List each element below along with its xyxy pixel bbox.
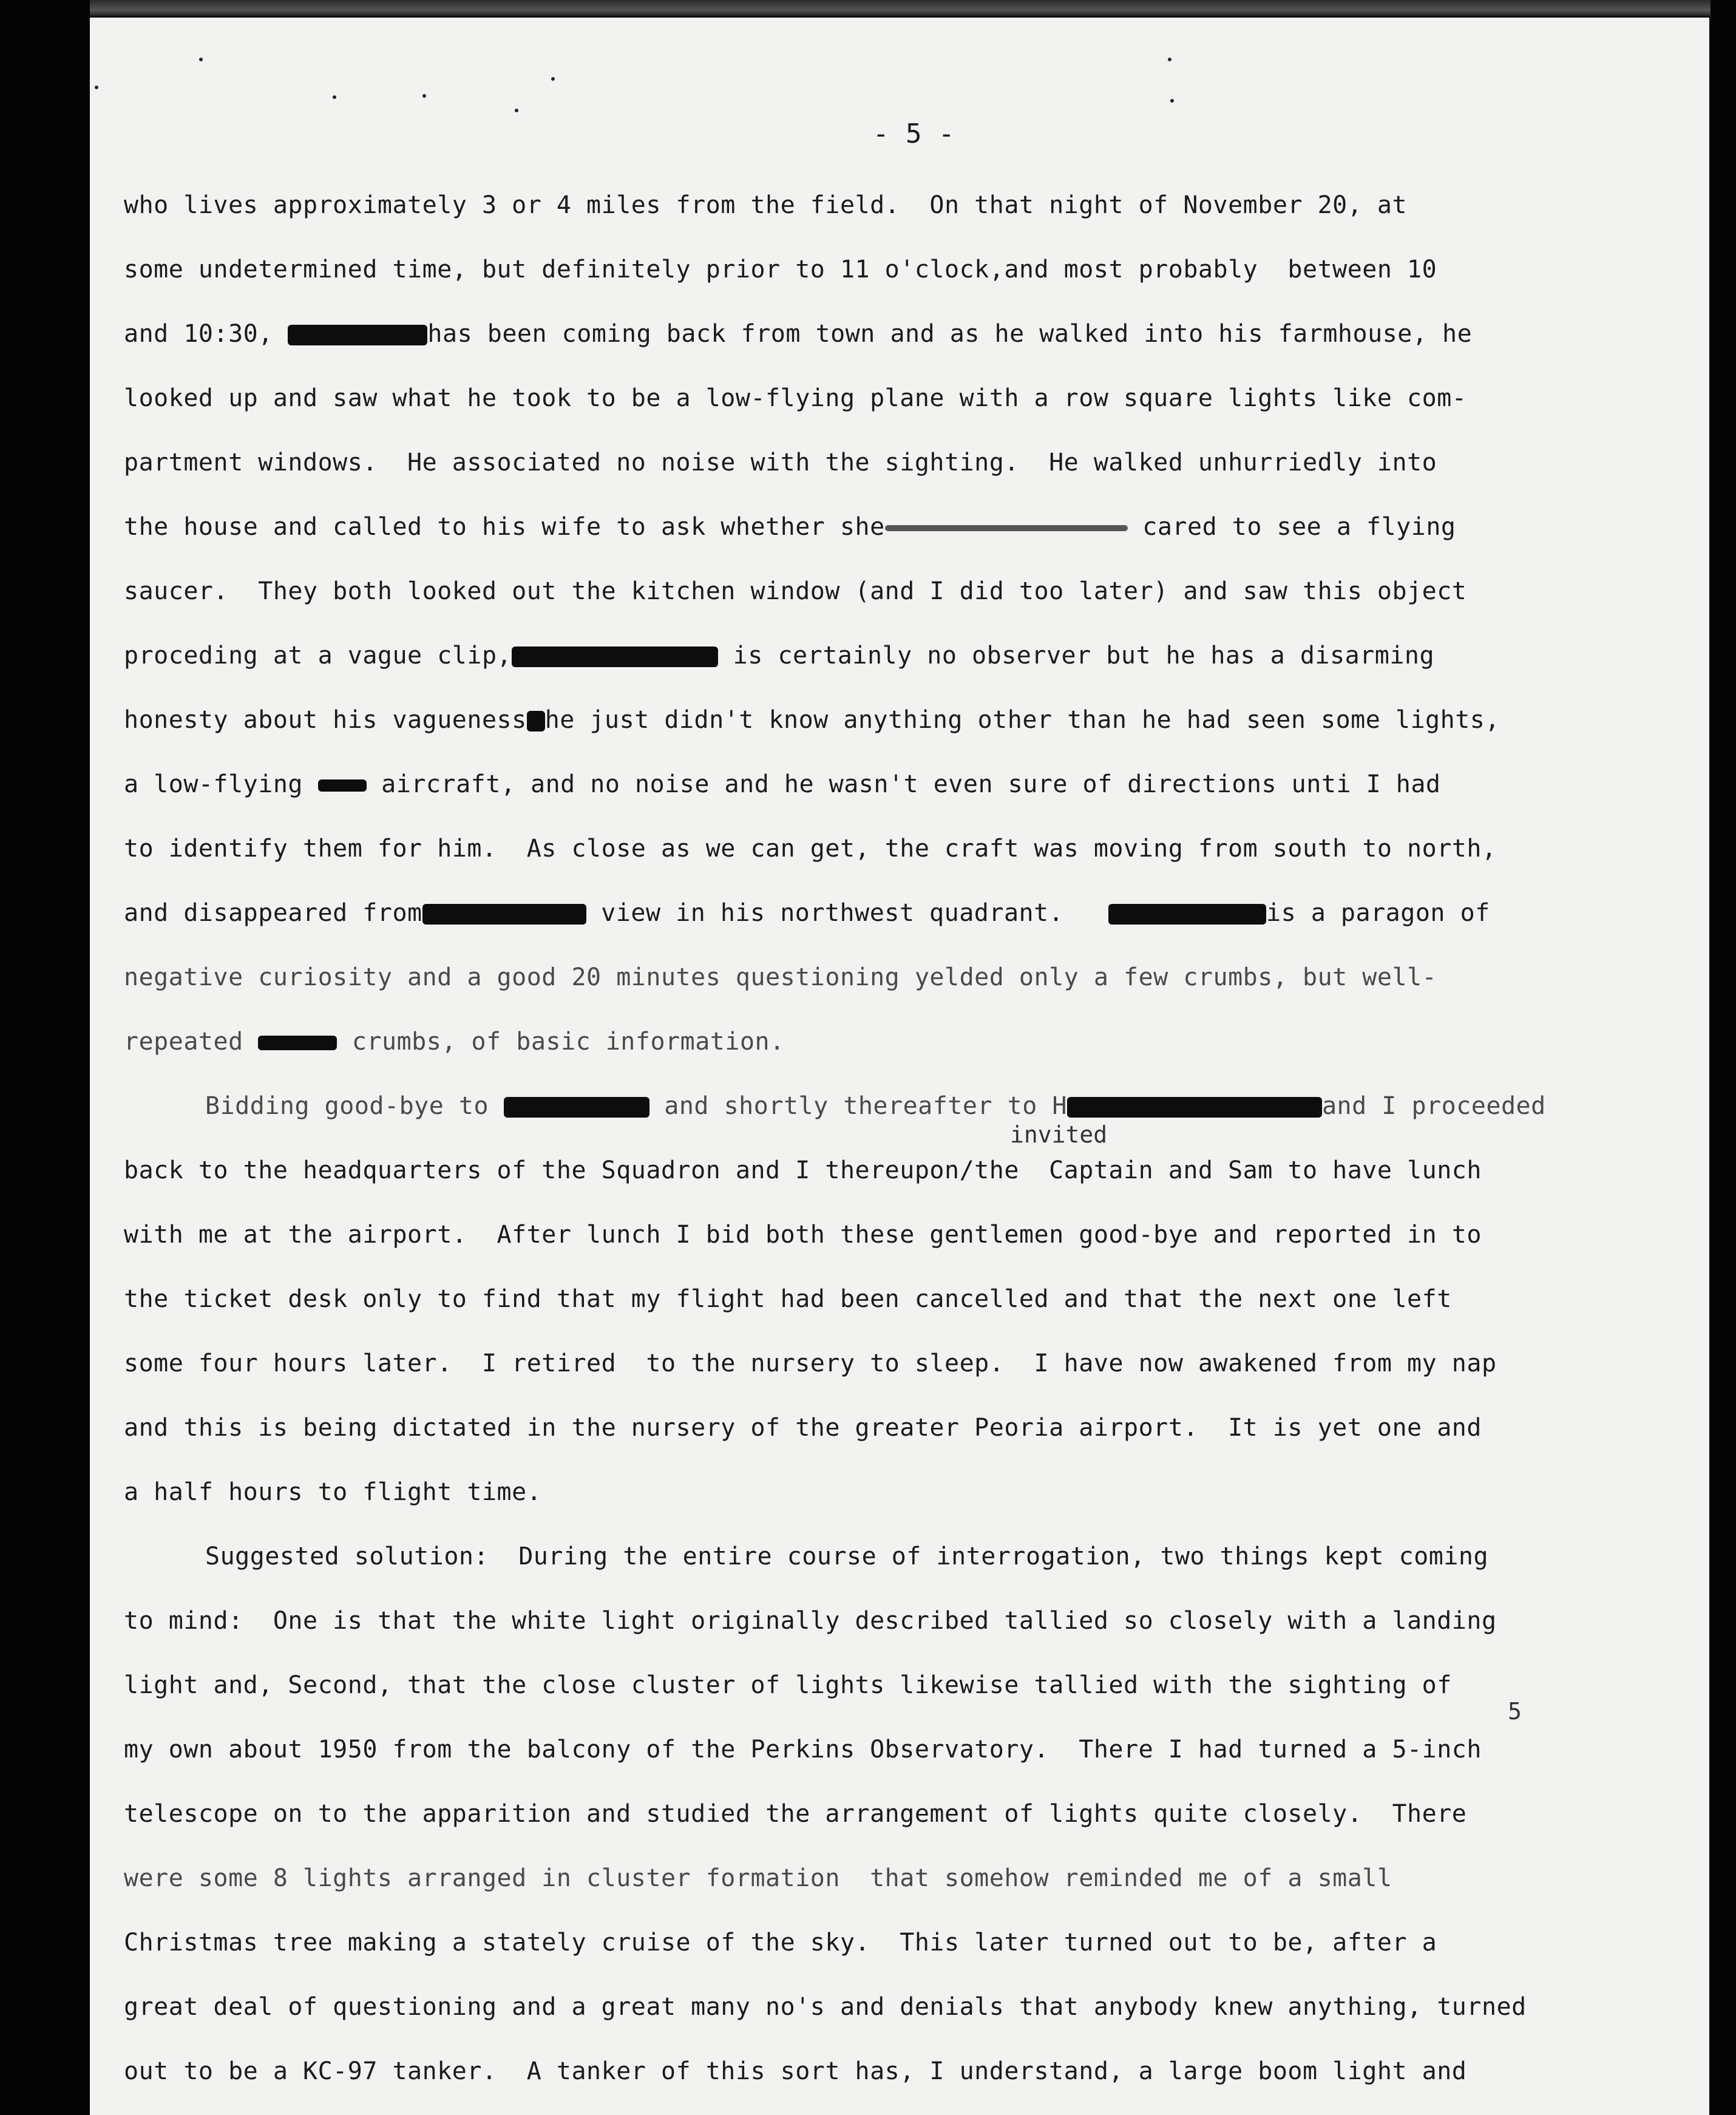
scan-speck bbox=[333, 95, 336, 99]
paragraph-line: partment windows. He associated no noise with the sighting. He walked unhurriedly into bbox=[124, 449, 1437, 477]
paragraph-line: Christmas tree making a stately cruise of the sky. This later turned out to be, after a bbox=[124, 1929, 1437, 1957]
paragraph-line: saucer. They both looked out the kitchen window (and I did too later) and saw this object bbox=[124, 577, 1467, 605]
redaction-mark bbox=[318, 779, 367, 792]
scan-speck bbox=[1170, 99, 1174, 103]
paragraph-line: to mind: One is that the white light originally described tallied so closely with a landing bbox=[124, 1607, 1497, 1635]
paragraph-line: out to be a KC-97 tanker. A tanker of this sort has, I understand, a large boom light and bbox=[124, 2057, 1467, 2085]
handwritten-correction: 5 bbox=[1508, 1698, 1522, 1725]
redaction-mark bbox=[258, 1036, 337, 1050]
scan-speck bbox=[1168, 58, 1171, 61]
handwritten-insertion: invited bbox=[1010, 1121, 1108, 1148]
scan-right-border bbox=[1709, 0, 1736, 2115]
paragraph-line: back to the headquarters of the Squadron and I thereupon/the Captain and Sam to have lunch bbox=[124, 1156, 1482, 1184]
redaction-bar bbox=[1108, 904, 1266, 925]
scan-speck bbox=[199, 58, 203, 61]
line-fragment: proceding at a vague clip, bbox=[124, 642, 512, 670]
line-fragment: view in his northwest quadrant. bbox=[586, 899, 1064, 927]
line-fragment: honesty about his vagueness bbox=[124, 706, 527, 734]
paragraph-line: great deal of questioning and a great many no's and denials that anybody knew anything, turned bbox=[124, 1993, 1527, 2021]
paragraph-line bbox=[124, 513, 1456, 541]
line-fragment: and I proceeded bbox=[1321, 1092, 1546, 1120]
line-fragment: and 10:30, bbox=[124, 320, 273, 348]
line-fragment: Bidding good-bye to bbox=[205, 1092, 489, 1120]
redaction-bar bbox=[512, 647, 718, 667]
strikeout-redaction bbox=[885, 525, 1128, 531]
paragraph-line: and this is being dictated in the nursery of the greater Peoria airport. It is yet one and bbox=[124, 1414, 1482, 1442]
paragraph-line: to identify them for him. As close as we can get, the craft was moving from south to north, bbox=[124, 835, 1497, 863]
scan-speck bbox=[515, 109, 518, 112]
paragraph-line: my own about 1950 from the balcony of the Perkins Observatory. There I had turned a 5-inch bbox=[124, 1736, 1482, 1764]
paragraph-line: some four hours later. I retired to the nursery to sleep. I have now awakened from my nap bbox=[124, 1349, 1497, 1377]
paragraph-line: light and, Second, that the close cluster of lights likewise tallied with the sighting of bbox=[124, 1671, 1452, 1699]
redaction-bar bbox=[288, 325, 427, 345]
line-fragment: he just didn't know anything other than he had seen some lights, bbox=[544, 706, 1500, 734]
line-fragment: and shortly thereafter to H bbox=[664, 1092, 1067, 1120]
paragraph-line: some undetermined time, but definitely prior to 11 o'clock,and most probably between 10 bbox=[124, 256, 1437, 283]
line-fragment: and disappeared from bbox=[124, 899, 422, 927]
redaction-bar bbox=[504, 1097, 649, 1118]
line-fragment: repeated bbox=[124, 1028, 243, 1056]
paragraph-line: the ticket desk only to find that my flight had been cancelled and that the next one left bbox=[124, 1285, 1452, 1313]
paragraph-line bbox=[124, 899, 1490, 927]
redaction-mark bbox=[527, 711, 545, 732]
paragraph-line: negative curiosity and a good 20 minutes questioning yelded only a few crumbs, but well- bbox=[124, 963, 1437, 991]
line-fragment: aircraft, and no noise and he wasn't even sure of directions unti I had bbox=[366, 770, 1441, 798]
paragraph-line bbox=[124, 642, 1434, 670]
line-fragment: cared to see a flying bbox=[1127, 513, 1456, 541]
redaction-bar bbox=[422, 904, 586, 925]
line-fragment: a low-flying bbox=[124, 770, 303, 798]
paragraph-line: Suggested solution: During the entire course of interrogation, two things kept coming bbox=[205, 1543, 1489, 1570]
paragraph-line: with me at the airport. After lunch I bid both these gentlemen good-bye and reported in to bbox=[124, 1221, 1482, 1249]
line-fragment: is certainly no observer but he has a disarming bbox=[718, 642, 1435, 670]
paragraph-line bbox=[124, 1028, 785, 1056]
paragraph-line bbox=[205, 1092, 1546, 1120]
scan-speck bbox=[95, 86, 98, 89]
paragraph-line: a half hours to flight time. bbox=[124, 1478, 542, 1506]
line-fragment: crumbs, of basic information. bbox=[337, 1028, 785, 1056]
paragraph-line: telescope on to the apparition and studied the arrangement of lights quite closely. There bbox=[124, 1800, 1467, 1828]
scan-left-border bbox=[0, 0, 90, 2115]
paragraph-line bbox=[124, 770, 1440, 798]
page-number: - 5 - bbox=[873, 118, 955, 149]
paragraph-line: looked up and saw what he took to be a low-flying plane with a row square lights like com- bbox=[124, 384, 1467, 412]
line-fragment: is a paragon of bbox=[1266, 899, 1490, 927]
paragraph-line bbox=[124, 320, 1472, 348]
paragraph-line: who lives approximately 3 or 4 miles from the field. On that night of November 20, at bbox=[124, 191, 1408, 219]
scan-top-border bbox=[90, 0, 1711, 17]
paragraph-line bbox=[124, 706, 1500, 734]
document-page bbox=[90, 16, 1709, 2115]
paragraph-line: were some 8 lights arranged in cluster formation that somehow reminded me of a small bbox=[124, 1864, 1392, 1892]
scan-speck bbox=[551, 77, 555, 81]
line-fragment: has been coming back from town and as he walked into his farmhouse, he bbox=[427, 320, 1473, 348]
redaction-bar bbox=[1067, 1097, 1322, 1118]
line-fragment: the house and called to his wife to ask whether she bbox=[124, 513, 885, 541]
scan-speck bbox=[422, 94, 426, 98]
